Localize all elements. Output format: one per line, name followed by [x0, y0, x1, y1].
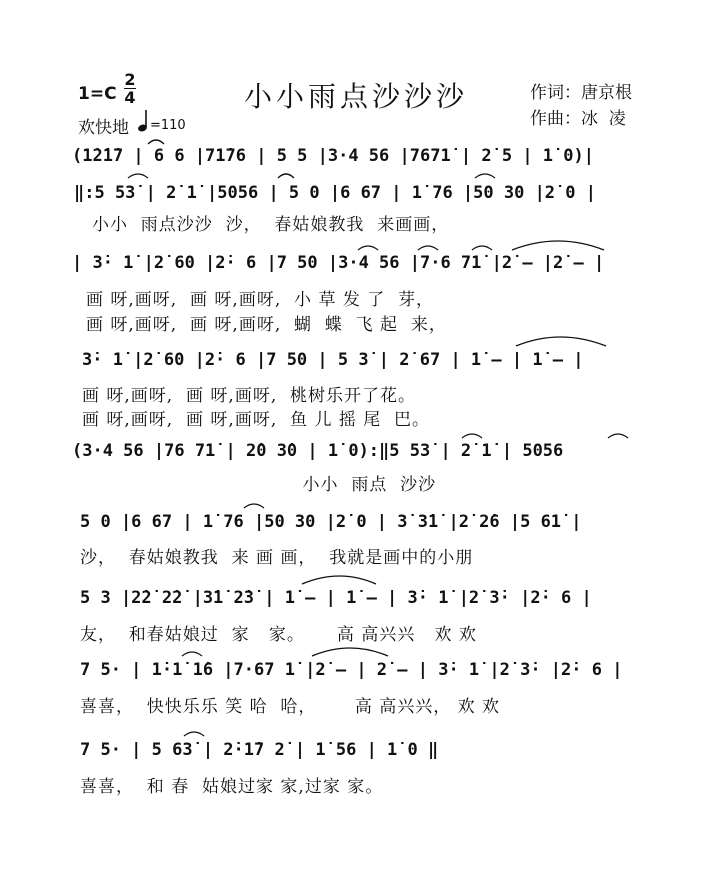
staff-line-7-lyrics: 友， 和春姑娘过 家 家。 高 高兴兴 欢 欢 [80, 625, 477, 645]
staff-line-8-music: 7 5· | 1̇·1̇ 1̇6 |7·67 1̇ |2̇ – | 2̇ – | 3̇· 1̇ |2̇ 3̇· |2̇· 6 | [80, 660, 623, 680]
time-signature-bottom: 4 [124, 88, 136, 107]
slur-arc [475, 174, 495, 178]
staff-line-4-lyrics-verse1: 画 呀,画呀, 画 呀,画呀, 桃树乐开了花。 [82, 386, 417, 406]
tie-arc [312, 648, 388, 656]
staff-line-4-music: 3̇· 1̇ |2̇ 60 |2̇· 6 |7 50 | 5 3̇ | 2̇ 67 | 1̇ – | 1̇ – | [82, 350, 584, 370]
tempo-value: =110 [150, 118, 186, 133]
key-signature: 1=C [78, 84, 117, 104]
staff-line-6-lyrics: 沙， 春姑娘教我 来 画 画， 我就是画中的小朋 [80, 548, 474, 568]
slur-arc [418, 246, 438, 250]
staff-line-3-lyrics-verse1: 画 呀,画呀, 画 呀,画呀, 小 草 发 了 芽， [86, 290, 435, 310]
composer-credit: 作曲：冰 凌 [530, 109, 626, 129]
slur-arc [182, 652, 202, 656]
slur-arc [358, 246, 378, 250]
lyricist-credit: 作词：唐京根 [530, 83, 632, 103]
staff-line-3-music: | 3̇· 1̇ |2̇ 60 |2̇· 6 |7 50 |3·4 56 |7·6 71̇ |2̇ – |2̇ – | [72, 253, 605, 273]
tie-arc [512, 241, 604, 250]
slur-arc [244, 504, 264, 508]
staff-line-2-lyrics: 小小 雨点沙沙 沙， 春姑娘教我 来画画， [92, 215, 450, 235]
staff-line-7-music: 5 3 |2̇2̇ 2̇2̇ |3̇1̇ 2̇3̇ | 1̇ – | 1̇ – | 3̇· 1̇ |2̇ 3̇· |2̇· 6 | [80, 588, 592, 608]
staff-line-9-music: 7 5· | 5 63̇ | 2̇·1̇7 2̇ | 1̇ 56 | 1̇ 0 ‖ [80, 740, 439, 760]
page-title: 小小雨点沙沙沙 [244, 80, 469, 113]
slur-arc [462, 434, 482, 438]
staff-line-2-music: ‖:5 53̇ | 2̇ 1̇ |5056 | 5 0 |6 67 | 1̇ 76 |50 30 |2̇ 0 | [74, 183, 596, 203]
slur-arc [278, 174, 294, 178]
slur-arc [148, 140, 164, 144]
staff-line-3-lyrics-verse2: 画 呀,画呀, 画 呀,画呀, 蝴 蝶 飞 起 来， [86, 315, 447, 335]
time-signature-top: 2 [124, 70, 136, 89]
slur-arc [608, 434, 628, 438]
tie-arc [302, 576, 376, 584]
tempo-label: 欢快地 [78, 118, 129, 138]
staff-line-5-lyrics: 小小 雨点 沙沙 [72, 475, 437, 495]
slur-arc [184, 732, 204, 736]
staff-line-9-lyrics: 喜喜， 和 春 姑娘过家 家,过家 家。 [80, 777, 384, 797]
slur-arc [472, 246, 492, 250]
staff-line-4-lyrics-verse2: 画 呀,画呀, 画 呀,画呀, 鱼 儿 摇 尾 巴。 [82, 410, 431, 430]
tie-arc [516, 337, 606, 346]
slur-arc [128, 174, 148, 178]
staff-line-5-music: (3·4 56 |76 71̇ | 2̇0 3̇0 | 1̇ 0):‖5 53̇ | 2̇ 1̇ | 5056 [72, 441, 564, 461]
staff-line-8-lyrics: 喜喜， 快快乐乐 笑 哈 哈， 高 高兴兴， 欢 欢 [80, 697, 501, 717]
staff-line-1-music: (1̇2̇1̇7 | 6 6 |71̇76 | 5 5 |3·4 56 |7671̇ | 2̇ 5 | 1̇ 0)| [72, 146, 594, 166]
staff-line-6-music: 5 0 |6 67 | 1̇ 76 |50 30 |2̇ 0 | 3̇ 3̇1̇ |2̇ 2̇6 |5 61̇ | [80, 512, 582, 532]
